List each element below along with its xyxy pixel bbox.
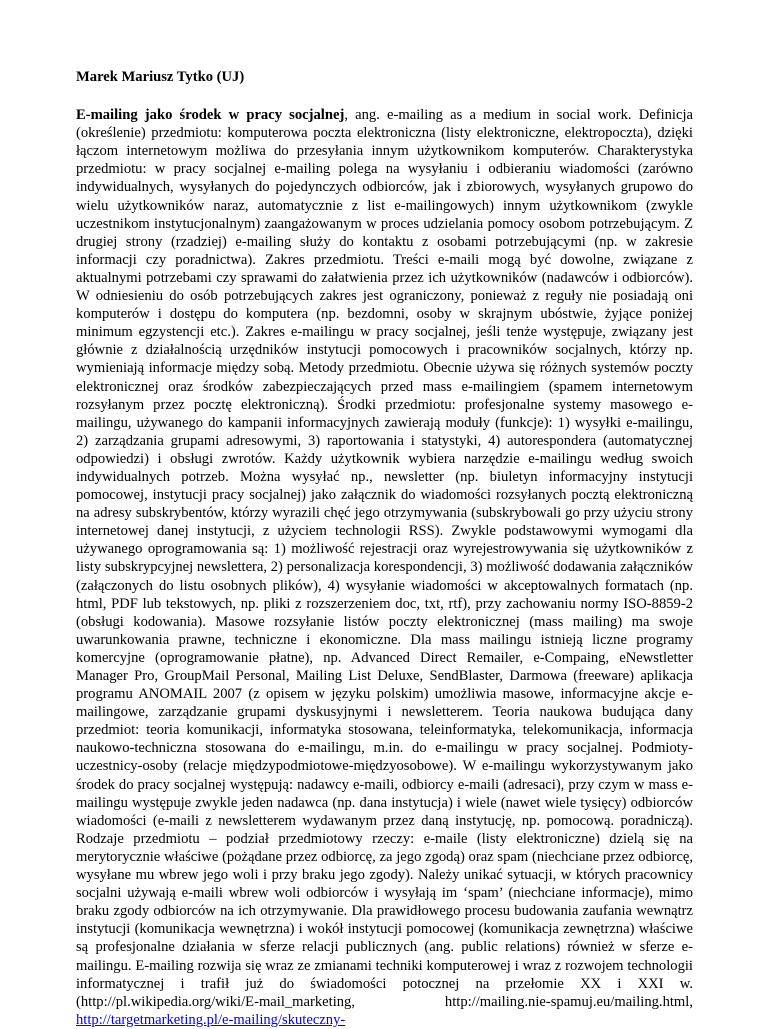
- entry-paragraph: [76, 106, 693, 1029]
- reference-link[interactable]: http://targetmarketing.pl/e-mailing/skuteczny-: [76, 1011, 346, 1028]
- entry-body: , ang. e-mailing as a medium in social work. Definicja (określenie) przedmiotu: komputerowa poczta elektroniczna (listy elektroniczne, elektropoczta), dzięki łączom internetowym możliwa do przesyłania innym użytkownikom komputerów. Charakterystyka przedmiotu: w pracy socjalnej e-mailing polega na wysyłaniu i odbieraniu wiadomości (zarówno indywidualnych, wysyłanych do pojedynczych odbiorców, jak i zbiorowych, wysyłanych grupowo do wielu użytkowników naraz, automatycznie z list e-mailingowych) innym użytkownikom (zwykle uczestnikom instytucjonalnym) zaangażowanym w proces udzielania pomocy osobom potrzebującym. Z drugiej strony (rzadziej) e-mailing służy do kontaktu z osobami potrzebującymi (np. w zakresie informacji czy poradnictwa). Zakres przedmiotu. Treści e-maili mogą być dowolne, związane z aktualnymi potrzebami czy sprawami do załatwienia przez ich użytkowników (nadawców i odbiorców). W odniesieniu do osób potrzebujących zakres jest ograniczony, ponieważ z reguły nie posiadają oni komputerów i dostępu do komputera (np. bezdomni, osoby w skrajnym ubóstwie, żyjące poniżej minimum egzystencji etc.). Zakres e-mailingu w pracy socjalnej, jeśli tenże występuje, związany jest głównie z działalnością urzędników instytucji pomocowych i pracowników socjalnych, którzy np. wymieniają informacje między sobą. Metody przedmiotu. Obecnie używa się różnych systemów poczty elektronicznej oraz środków zabezpieczających przed mass e-mailingiem (spamem internetowym rozsyłanym przez pocztę elektroniczną). Środki przedmiotu: profesjonalne systemy masowego e-mailingu, używanego do kampanii informacyjnych zawierają moduły (funkcje): 1) wysyłki e-mailingu, 2) zarządzania grupami adresowymi, 3) raportowania i statystyki, 4) autorespondera (automatycznej odpowiedzi) i obsługi zwrotów. Każdy użytkownik wybiera narzędzie e-mailingu według swoich indywidualnych potrzeb. Można wysyłać np., newsletter (np. biuletyn informacyjny instytucji pomocowej, instytucji pracy socjalnej) jako załącznik do wiadomości rozsyłanych pocztą elektroniczną na adresy subskrybentów, którzy wyrazili chęć jego otrzymywania (subskrybowali go przy użyciu strony internetowej danej instytucji, z użyciem technologii RSS). Zwykle podstawowymi wymogami dla używanego oprogramowania są: 1) możliwość rejestracji oraz wyrejestrowywania się użytkowników z listy subskrypcyjnej newslettera, 2) personalizacja korespondencji, 3) możliwość dodawania załączników (załączonych do listu osobnych plików), 4) wysyłanie wiadomości w akceptowalnych formatach (np. html, PDF lub tekstowych, np. pliki z rozszerzeniem doc, txt, rtf), przy zachowaniu normy ISO-8859-2 (obsługi kodowania). Masowe rozsyłanie listów poczty elektronicznej (mass mailing) ma swoje uwarunkowania prawne, techniczne i ekonomiczne. Dla mass mailingu istnieją liczne programy komercyjne (oprogramowanie płatne), np. Advanced Direct Remailer, e-Compaing, eNewstletter Manager Pro, GroupMail Personal, Mailing List Deluxe, SendBlaster, Darmowa (freeware) aplikacja programu ANOMAIL 2007 (z opisem w języku polskim) umożliwia masowe, informacyjne akcje e-mailingowe, zarządzanie grupami dyskusyjnymi i newsletterem. Teoria naukowa budująca dany przedmiot: teoria komunikacji, informatyka stosowana, teleinformatyka, telekomunikacja, informacja naukowo-techniczna stosowana do e-mailingu, m.in. do e-mailingu w pracy socjalnej. Podmioty-uczestnicy-osoby (relacje międzypodmiotowe-międzyosobowe). W e-mailingu wykorzystywanym jako środek do pracy socjalnej występują: nadawcy e-maili, odbiorcy e-maili (adresaci), przy czym w mass e-mailingu występuje zwykle jeden nadawca (np. dana instytucja) i wiele (nawet wiele tysięcy) odbiorców wiadomości (e-maili z newsletterem wydawanym przez daną instytucję, np. pomocową. poradniczą). Rodzaje przedmiotu – podział przedmiotowy rzeczy: e-maile (listy elektroniczne) dzielą się na merytorycznie właściwe (pożądane przez odbiorcę, za jego zgodą) oraz spam (niechciane przez odbiorcę, wysyłane mu wbrew jego woli i przy braku jego zgody). Należy unikać sytuacji, w których pracownicy socjalni używają e-maili wbrew woli odbiorców i wysyłają im ‘spam’ (niechciane informacje), mimo braku zgody odbiorców na ich otrzymywanie. Dla prawidłowego procesu budowania zaufania wewnątrz instytucji (komunikacja wewnętrzna) i wokół instytucji pomocowej (komunikacja zewnętrzna) właściwe są profesjonalne działania w sferze relacji publicznych (ang. public relations) również w sferze e-mailingu. E-mailing rozwija się wraz ze zmianami techniki komputerowej i wraz z rozwojem technologii informatycznej i trafił już do świadomości potocznej na przełomie XX i XXI w. (http://pl.wikipedia.org/wiki/E-mail_marketing, http://mailing.nie-spamuj.eu/mailing.html,: [76, 107, 693, 1010]
- author-line: Marek Mariusz Tytko (UJ): [76, 69, 245, 85]
- entry-title: E-mailing jako środek w pracy socjalnej: [76, 107, 345, 124]
- document-page: [76, 68, 693, 1029]
